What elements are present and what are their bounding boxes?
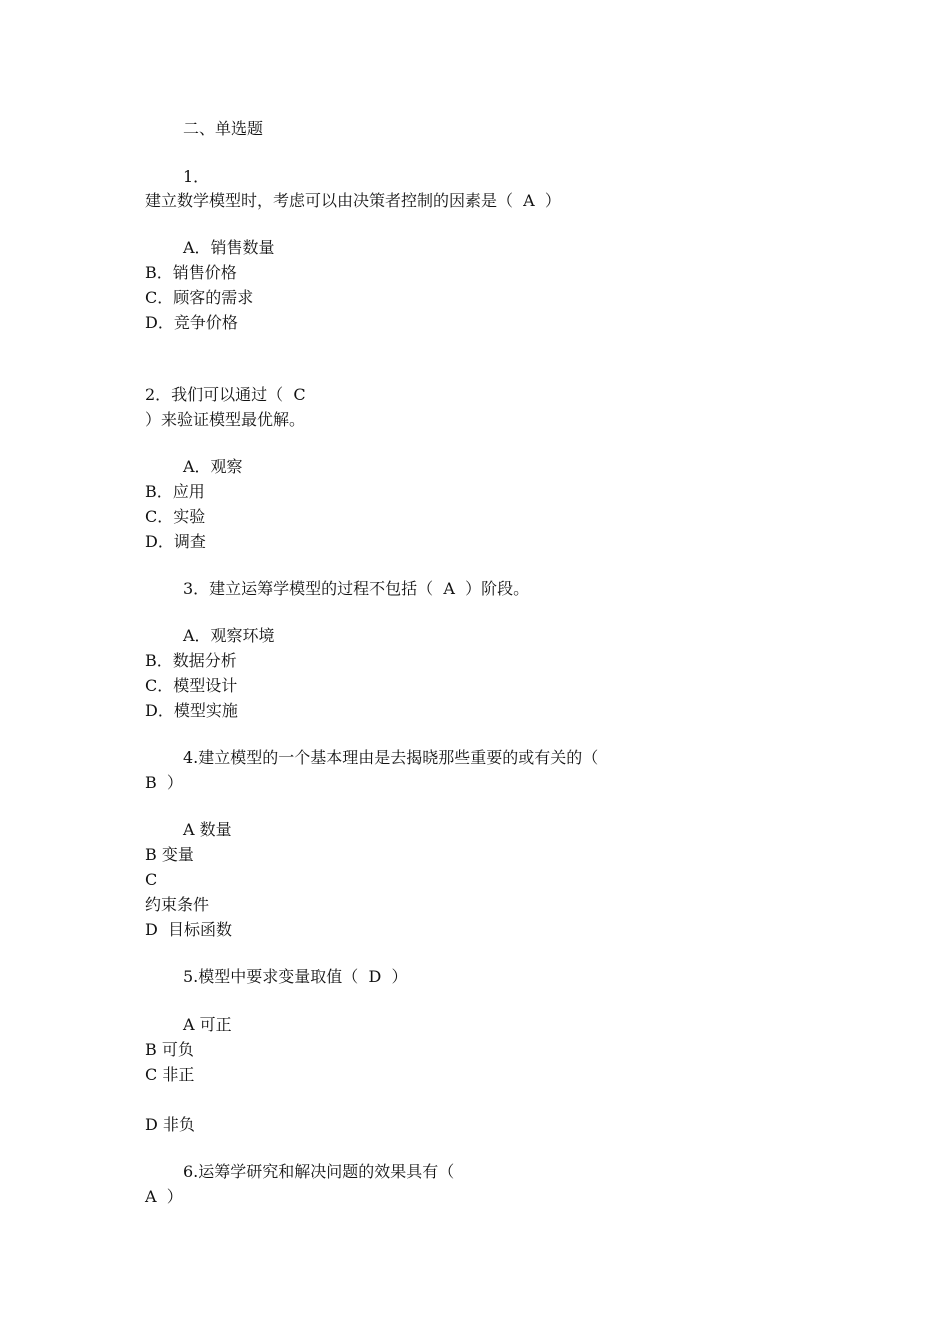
question-1-option-c: C．顾客的需求 [145, 288, 254, 307]
question-1-text: 建立数学模型时，考虑可以由决策者控制的因素是（ A ） [145, 191, 561, 210]
question-5-option-b: B 可负 [145, 1040, 194, 1059]
question-1-option-d: D．竞争价格 [145, 313, 238, 332]
question-1-option-b: B．销售价格 [145, 263, 237, 282]
question-3-option-d: D．模型实施 [145, 701, 238, 720]
question-6-text-line1: 6.运筹学研究和解决问题的效果具有（ [183, 1162, 455, 1181]
question-2-option-a: A．观察 [183, 457, 243, 476]
question-1-option-a: A．销售数量 [183, 238, 275, 257]
question-2-option-c: C．实验 [145, 507, 206, 526]
question-4-option-a: A 数量 [183, 820, 232, 839]
question-4-text-line1: 4.建立模型的一个基本理由是去揭晓那些重要的或有关的（ [183, 748, 599, 767]
question-5-option-c: C 非正 [145, 1065, 195, 1084]
question-3-option-c: C．模型设计 [145, 676, 238, 695]
question-4-option-c: C [145, 870, 158, 889]
question-3-option-a: A．观察环境 [183, 626, 275, 645]
question-4-text-line2: B ） [145, 773, 183, 792]
question-3-text: 3．建立运筹学模型的过程不包括（ A ）阶段。 [183, 579, 530, 598]
question-2-option-b: B．应用 [145, 482, 205, 501]
question-4-option-c-text: 约束条件 [145, 895, 210, 914]
question-3-option-b: B．数据分析 [145, 651, 237, 670]
section-title: 二、单选题 [183, 119, 264, 138]
question-5-text: 5.模型中要求变量取值（ D ） [183, 967, 408, 986]
question-5-option-d: D 非负 [145, 1115, 195, 1134]
question-6-text-line2: A ） [145, 1187, 183, 1206]
question-5-option-a: A 可正 [183, 1015, 232, 1034]
question-1-number: 1． [183, 167, 210, 186]
question-4-option-d: D 目标函数 [145, 920, 233, 939]
question-2-option-d: D．调查 [145, 532, 206, 551]
question-2-text-line2: ）来验证模型最优解。 [145, 410, 306, 429]
question-4-option-b: B 变量 [145, 845, 194, 864]
question-2-text-line1: 2．我们可以通过（ C [145, 385, 306, 404]
